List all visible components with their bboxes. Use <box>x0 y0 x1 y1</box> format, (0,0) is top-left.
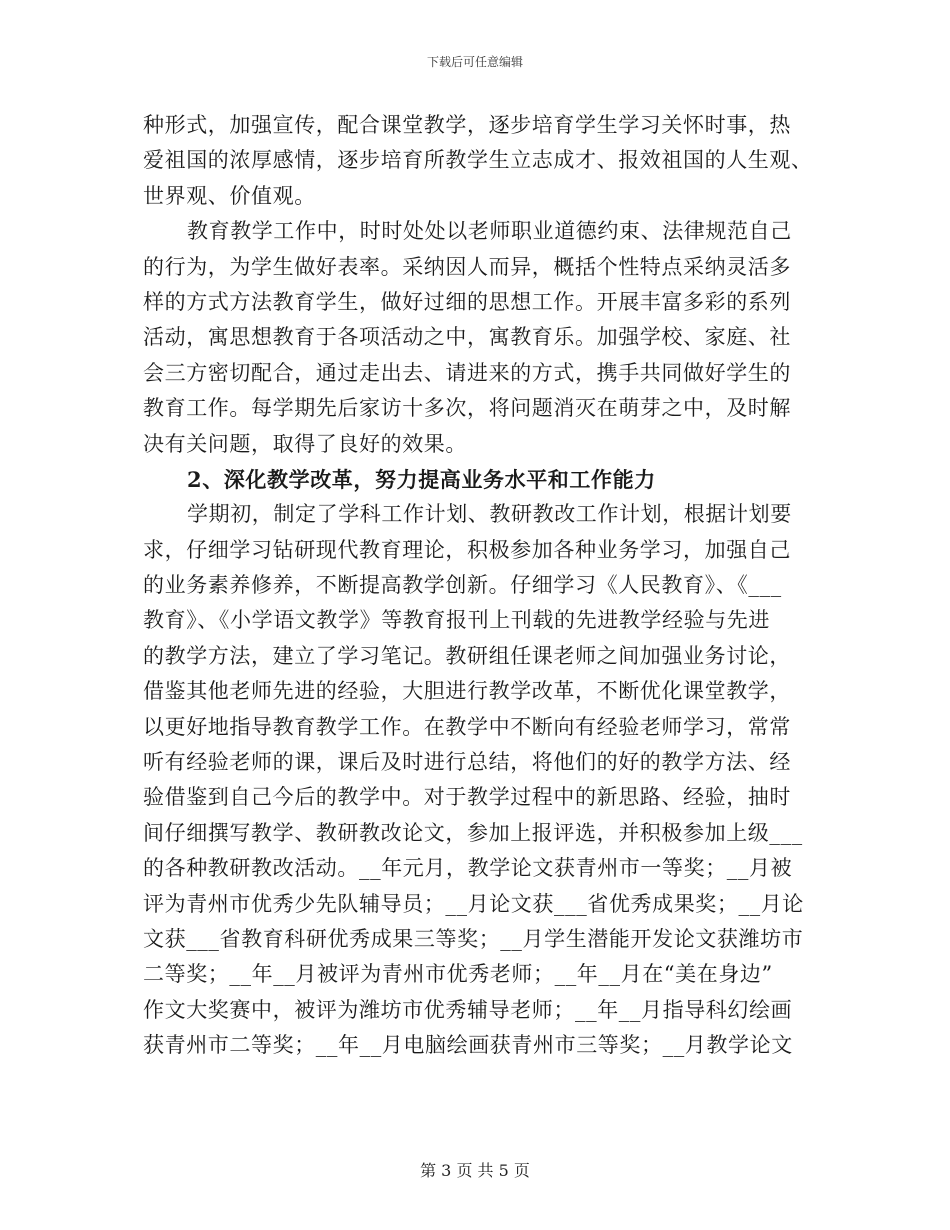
page-header: 下载后可任意编辑 <box>426 55 523 69</box>
text-line: 教育工作。每学期先后家访十多次，将问题消灭在萌芽之中，及时解 <box>143 396 791 421</box>
text-line: 验借鉴到自己今后的教学中。对于教学过程中的新思路、经验，抽时 <box>143 785 791 810</box>
text-line: 教育教学工作中，时时处处以老师职业道德约束、法律规范自己 <box>187 219 792 244</box>
text-line: 种形式，加强宣传，配合课堂教学，逐步培育学生学习关怀时事，热 <box>143 113 791 137</box>
text-line: 世界观、价值观。 <box>143 183 316 208</box>
text-line: 作文大奖赛中，被评为潍坊市优秀辅导老师；__年__月指导科幻绘画 <box>143 997 793 1022</box>
text-line: 的业务素养修养，不断提高教学创新。仔细学习《人民教育》、《___ <box>143 573 782 598</box>
paragraph <box>143 214 803 462</box>
document-body <box>143 108 813 1064</box>
text-line: 听有经验老师的课，课后及时进行总结，将他们的好的教学方法、经 <box>143 750 791 775</box>
text-line: 会三方密切配合，通过走出去、请进来的方式，携手共同做好学生的 <box>143 360 791 385</box>
text-line: 教育》、《小学语文教学》等教育报刊上刊载的先进教学经验与先进 <box>143 608 770 633</box>
paragraph <box>143 108 813 214</box>
text-line: 的教学方法，建立了学习笔记。教研组任课老师之间加强业务讨论， <box>143 643 791 668</box>
text-line: 活动，寓思想教育于各项活动之中，寓教育乐。加强学校、家庭、社 <box>143 325 791 350</box>
text-line: 借鉴其他老师先进的经验，大胆进行教学改革，不断优化课堂教学， <box>143 679 791 704</box>
page-footer: 第 3 页 共 5 页 <box>420 1161 530 1180</box>
text-line: 获青州市二等奖；__年__月电脑绘画获青州市三等奖；__月教学论文 <box>143 1033 793 1058</box>
text-line: 样的方式方法教育学生，做好过细的思想工作。开展丰富多彩的系列 <box>143 289 791 314</box>
text-line: 爱祖国的浓厚感情，逐步培育所教学生立志成才、报效祖国的人生观、 <box>143 148 813 173</box>
text-line: 间仔细撰写教学、教研教改论文，参加上报评选，并积极参加上级___ <box>143 820 803 845</box>
text-line: 求，仔细学习钻研现代教育理论，积极参加各种业务学习，加强自己 <box>143 537 791 562</box>
text-line: 的行为，为学生做好表率。采纳因人而异，概括个性特点采纳灵活多 <box>143 254 791 279</box>
text-line: 决有关问题，取得了良好的效果。 <box>143 431 467 456</box>
text-line: 二等奖；__年__月被评为青州市优秀老师；__年__月在“美在身边” <box>143 962 773 987</box>
text-line: 以更好地指导教育教学工作。在教学中不断向有经验老师学习，常常 <box>143 714 791 739</box>
text-line: 的各种教研教改活动。__年元月，教学论文获青州市一等奖；__月被 <box>143 856 793 881</box>
text-line: 文获___省教育科研优秀成果三等奖；__月学生潜能开发论文获潍坊市 <box>143 926 804 951</box>
section-heading: 2、深化教学改革，努力提高业务水平和工作能力 <box>187 466 656 492</box>
text-line: 学期初，制定了学科工作计划、教研教改工作计划，根据计划要 <box>187 502 792 527</box>
paragraph <box>143 497 803 1063</box>
text-line: 评为青州市优秀少先队辅导员；__月论文获___省优秀成果奖；__月论 <box>143 891 804 916</box>
